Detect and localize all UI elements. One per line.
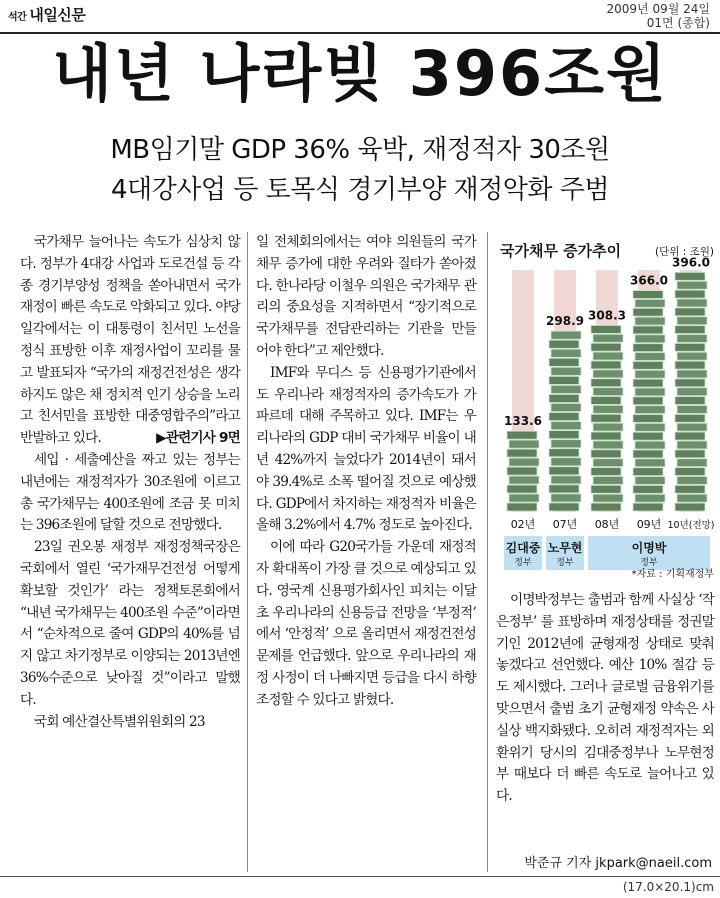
bar-segment [675,361,705,369]
bar-segment [677,352,707,360]
bar-segment [677,494,707,502]
bar-segment [551,367,581,375]
government-suffix: 정부 [556,558,574,568]
bar-segment [591,325,621,333]
column-divider [247,232,248,872]
bar-segment [635,335,665,343]
government-suffix: 정부 [640,558,658,568]
bar-segment [677,441,707,449]
bar-segment [675,272,705,280]
category-label: 10년(전망) [667,520,715,531]
headline: 내년 나라빚 396조원 [52,37,668,110]
masthead-prefix: 석간 [8,12,27,23]
bar-segment [507,485,537,493]
bar-segment [675,468,705,476]
bar-segment [509,494,539,502]
bar-segment [551,422,581,430]
article-column-1 [20,232,240,733]
bar-segment [635,370,665,378]
bar-segment [591,361,621,369]
bar-segment [549,358,579,366]
bar-segment [551,476,581,484]
bar-segment [591,414,621,422]
bar-segment [507,467,537,475]
bar-segment [591,432,621,440]
category-label: 09년 [636,518,662,531]
bar-segment [591,485,621,493]
bar-segment [635,494,665,502]
bar-segment [549,413,579,421]
related-article-link[interactable]: ▶관련기사 9면 [156,430,240,447]
bar-segment [551,403,581,411]
bar-segment [593,494,623,502]
bar-segment [677,406,707,414]
bar-segment [675,326,705,334]
value-label: 396.0 [672,255,710,270]
bar-segment [549,485,579,493]
bar-segment [593,476,623,484]
government-suffix: 정부 [514,558,532,568]
paragraph: IMF와 무디스 등 신용평가기관에서도 우리나라 재정적자의 증가속도가 가파르데 대해 주목하고 있다. IMF는 우리나라의 GDP 대비 국가채무 비율이 내년 42%까지 늘었다가 2014년이 돼서야 39.4%로 소폭 떨어질 것으로 예상했다. GDP에서 차지하는 재정적자 비율은 올해 3.2%에서 4.7% 정도로 높아진다. [256,364,476,534]
bar-segment [677,281,707,289]
government-name: 김대중 [505,541,541,555]
subhead-2: 4대강사업 등 토목식 경기부양 재정악화 주범 [111,175,609,205]
bar-segment [551,494,581,502]
bar-segment [633,291,663,299]
bar-segment [549,431,579,439]
bar-segment [635,353,665,361]
bar-segment [633,468,663,476]
bar-segment [633,432,663,440]
chart-unit: (단위 : 조원) [655,246,714,258]
bar-segment [675,397,705,405]
bar-segment [551,349,581,357]
bar-segment [551,331,581,339]
chart-title: 국가채무 증가추이 [500,242,622,260]
bar-segment [633,503,663,511]
size-note: (17.0×20.1)cm [622,880,714,894]
debt-chart [496,238,716,582]
bar-segment [551,385,581,393]
bar-segment [591,379,621,387]
value-label: 133.6 [504,414,542,429]
bar-segment [509,458,539,466]
paragraph: 이에 따라 G20국가들 가운데 재정적자 확대폭이 가장 클 것으로 예상되고 있다. 영국계 신용평가회사인 피치는 이달 초 우리나라의 신용등급 전망을 ‘부정적’ 에서 ‘안정적’ 으로 올리면서 재정건전성 문제를 언급했다. 앞으로 우리나라의 재정 사정이 더 나빠지면 등급을 다시 하향 조정할 수 있다고 밝혔다. [256,539,476,708]
bar-segment [675,503,705,511]
category-label: 02년 [510,518,536,531]
chart-source: *자료 : 기획재정부 [631,569,714,580]
bar-segment [551,440,581,448]
bar-segment [633,344,663,352]
bar-segment [675,432,705,440]
bar-segment [675,414,705,422]
byline: 박준규 기자 jkpark@naeil.com [524,856,712,871]
bar-segment [549,376,579,384]
bar-segment [507,503,537,511]
masthead-name: 내일신문 [29,6,86,24]
bar-segment [677,370,707,378]
bar-segment [633,379,663,387]
bar-segment [675,485,705,493]
bar-segment [509,440,539,448]
bar-segment [675,343,705,351]
bar-segment [507,431,537,439]
bar-segment [549,467,579,475]
top-rule [0,32,720,34]
bar-segment [593,405,623,413]
bar-segment [677,477,707,485]
bar-segment [591,343,621,351]
bar-segment [549,449,579,457]
paragraph: 23일 권오봉 재정부 재정정책국장은 국회에서 열린 ‘국가재무건전성 어떻게 확보할 것인가’ 라는 정책토론회에서 “내년 국가채무는 400조원 수준”이라면서 “순차적으로 줄여 GDP의 40%를 넘지 않고 차기정부로 이양되는 2013년엔 36%수준으로 낮아질 것”이라고 말했다. [20,539,240,708]
article-column-3 [496,590,714,808]
masthead [8,4,85,25]
bar-segment [549,394,579,402]
bar-segment [635,441,665,449]
column-divider [487,232,488,872]
bar-segment [677,317,707,325]
dateline [607,2,710,30]
bar-segment [593,423,623,431]
bar-segment [593,334,623,342]
bar-segment [551,458,581,466]
bar-segment [593,441,623,449]
bar-segment [593,352,623,360]
bar-segment [677,423,707,431]
bar-segment [677,335,707,343]
government-name: 노무현 [547,541,583,555]
bar-segment [677,299,707,307]
value-label: 298.9 [546,314,584,329]
category-label: 07년 [552,518,578,531]
paragraph: 국가채무 늘어나는 속도가 심상치 않다. 정부가 4대강 사업과 도로건설 등 각종 경기부양성 정책을 쏟아내면서 국가재정이 빠른 속도로 악화되고 있다. 야당 일각에서는 이 대통령이 친서민 노선을 정식 표방한 이후 재정사업이 꼬리를 물고 발표되자 “국가의 재정건전성은 생각하지도 않은 채 정치적 인기 상승을 노리고 친서민을 표방한 대중영합주의”라고 반발하고 있다. [20,234,240,447]
bar-segment [635,317,665,325]
category-label: 08년 [594,518,620,531]
value-label: 308.3 [588,308,626,323]
bar-segment [635,477,665,485]
bar-segment [593,370,623,378]
bar-segment [677,459,707,467]
bar-segment [675,290,705,298]
bar-segment [635,423,665,431]
bar-segment [591,397,621,405]
bar-segment [633,397,663,405]
bar-segment [633,308,663,316]
article-column-2 [256,232,476,712]
date: 2009년 09월 24일 [606,2,710,16]
bar-segment [591,468,621,476]
bar-segment [591,503,621,511]
bar-segment [549,503,579,511]
paragraph: 국회 예산결산특별위원회의 23 [34,713,205,730]
bar-segment [549,340,579,348]
bar-segment [675,450,705,458]
chart-plot [496,255,716,568]
bar-segment [633,415,663,423]
bar-segment [593,459,623,467]
bar-segment [675,308,705,316]
bar-segment [509,476,539,484]
bar-segment [633,361,663,369]
bar-segment [675,379,705,387]
bar-segment [633,485,663,493]
paragraph: 일 전체회의에서는 여야 의원들의 국가채무 증가에 대한 우려와 질타가 쏟아졌다. 한나라당 이철우 의원은 국가채무 관리의 중요성을 지적하면서 “장기적으로 국가채무를 전담관리하는 기관을 만들어야 한다”고 제안했다. [256,234,476,359]
bar-segment [591,450,621,458]
bar-segment [635,299,665,307]
page-section: 01면 (종합) [646,16,710,30]
bar-segment [593,388,623,396]
bar-segment [635,406,665,414]
bottom-rule [0,876,720,877]
paragraph: 이명박정부는 출범과 함께 사실상 ‘작은정부’ 를 표방하며 재정상태를 정권말기인 2012년에 균형재정 상태로 맞춰놓겠다고 선언했다. 예산 10% 절감 등도 제시했다. 그러나 글로벌 금융위기를 맞으면서 출범 초기 균형재정 약속은 사실상 백지화됐다. 오히려 재정적자는 외환위기 당시의 김대중정부나 노무현정부 때보다 더 빠른 속도로 늘어나고 있다. [496,592,714,805]
bar-segment [635,459,665,467]
government-name: 이명박 [631,541,667,555]
bar-segment [633,450,663,458]
value-label: 366.0 [630,273,668,288]
bar-segment [507,449,537,457]
bar-segment [677,388,707,396]
bar-segment [633,326,663,334]
subhead-1: MB임기말 GDP 36% 육박, 재정적자 30조원 [110,135,610,165]
bar-segment [635,388,665,396]
paragraph: 세입 · 세출예산을 짜고 있는 정부는 내년에는 재정적자가 30조원에 이르고 총 국가채무는 400조원에 조금 못 미치는 396조원에 달할 것으로 전망했다. [20,451,240,534]
